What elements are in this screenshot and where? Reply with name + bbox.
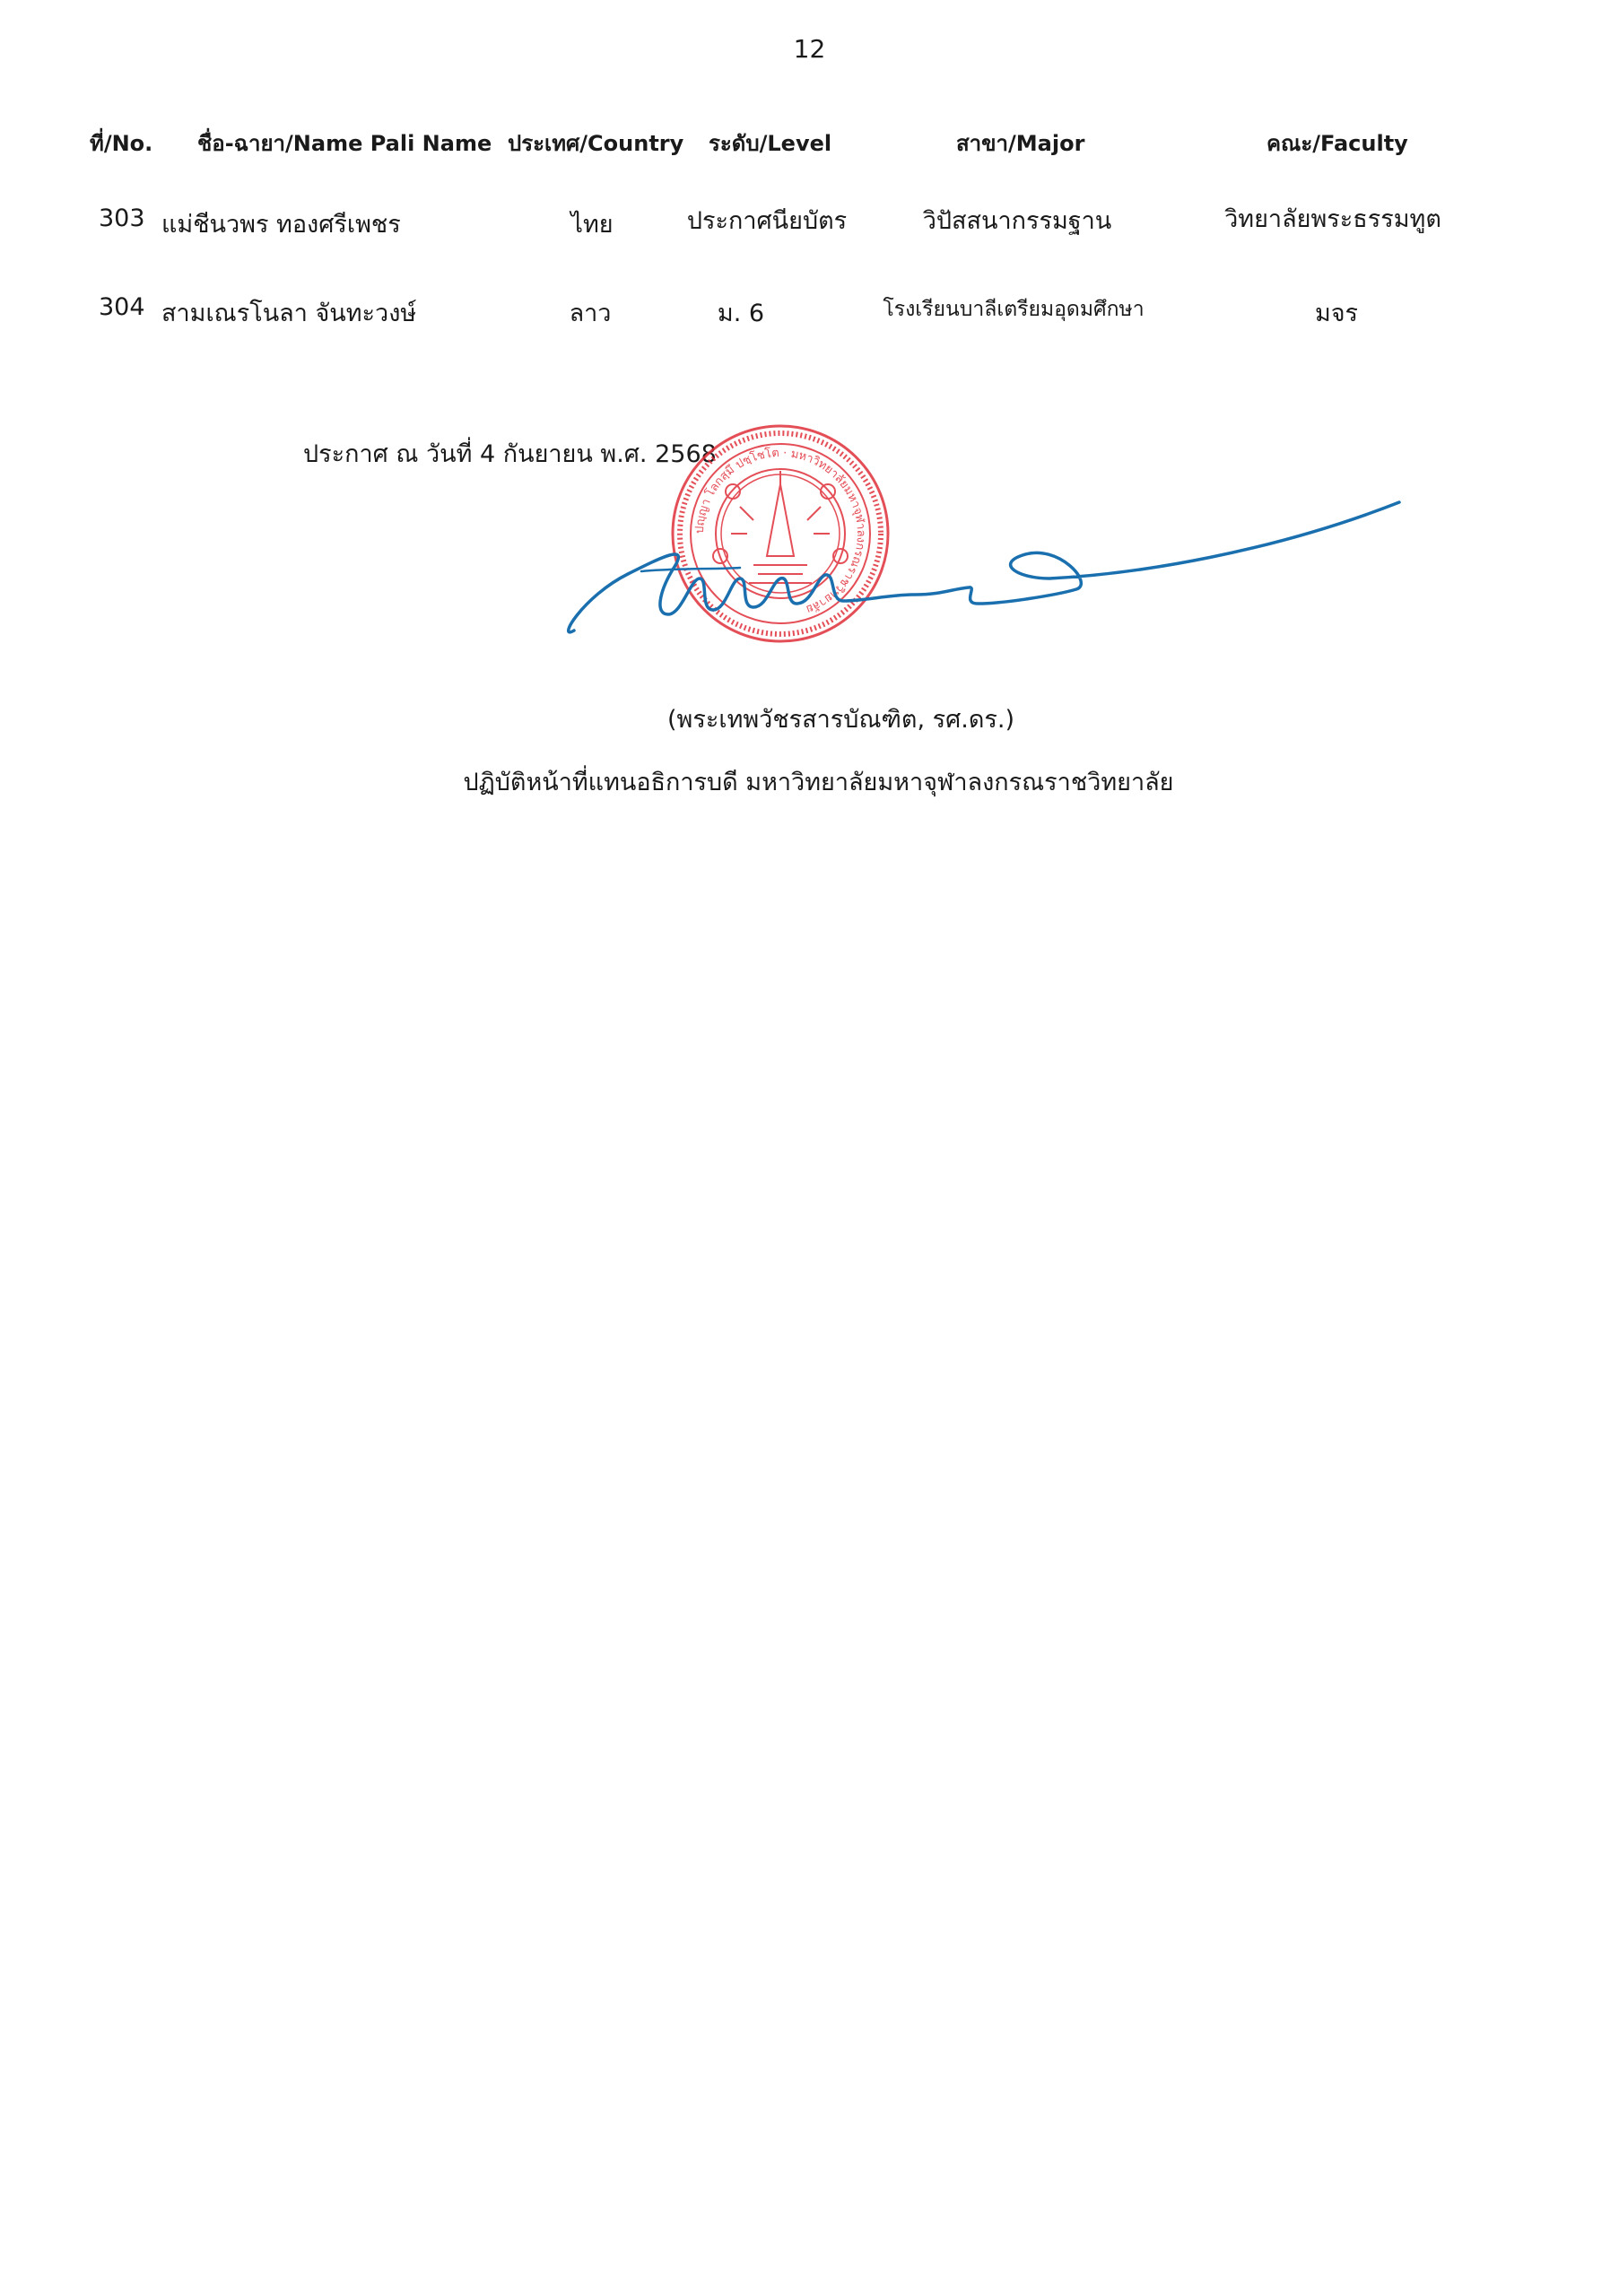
seal-text: ปญฺญา โลกสฺมึ ปชฺโชโต · มหาวิทยาลัยมหาจุฬาลงกรณราชวิทยาลัย [692,446,868,616]
row-faculty: วิทยาลัยพระธรรมทูต [1224,205,1441,233]
row-level: ม. 6 [717,300,765,327]
signer-position: ปฏิบัติหน้าที่แทนอธิการบดี มหาวิทยาลัยมหาจุฬาลงกรณราชวิทยาลัย [463,769,1174,796]
row-no: 304 [99,293,145,321]
signer-name: (พระเทพวัชรสารบัณฑิต, รศ.ดร.) [667,706,1014,734]
row-major: วิปัสสนากรรมฐาน [922,207,1112,235]
row-major: โรงเรียนบาลีเตรียมอุดมศึกษา [883,298,1145,321]
row-name: สามเณรโนลา จันทะวงษ์ [161,300,417,327]
row-level: ประกาศนียบัตร [686,207,848,235]
row-country: ไทย [570,211,614,239]
header-no: ที่/No. [90,131,153,156]
row-country: ลาว [569,300,612,327]
header-major: สาขา/Major [956,131,1085,156]
header-country: ประเทศ/Country [508,131,684,156]
header-faculty: คณะ/Faculty [1266,131,1408,156]
page-number: 12 [793,34,826,64]
row-name: แม่ชีนวพร ทองศรีเพชร [161,211,401,239]
signature-icon [556,489,1417,650]
header-level: ระดับ/Level [709,131,832,156]
announcement-date: ประกาศ ณ วันที่ 4 กันยายน พ.ศ. 2568 [303,440,717,468]
row-no: 303 [99,204,145,232]
header-name: ชื่อ-ฉายา/Name Pali Name [197,131,492,156]
row-faculty: มจร [1314,300,1359,327]
